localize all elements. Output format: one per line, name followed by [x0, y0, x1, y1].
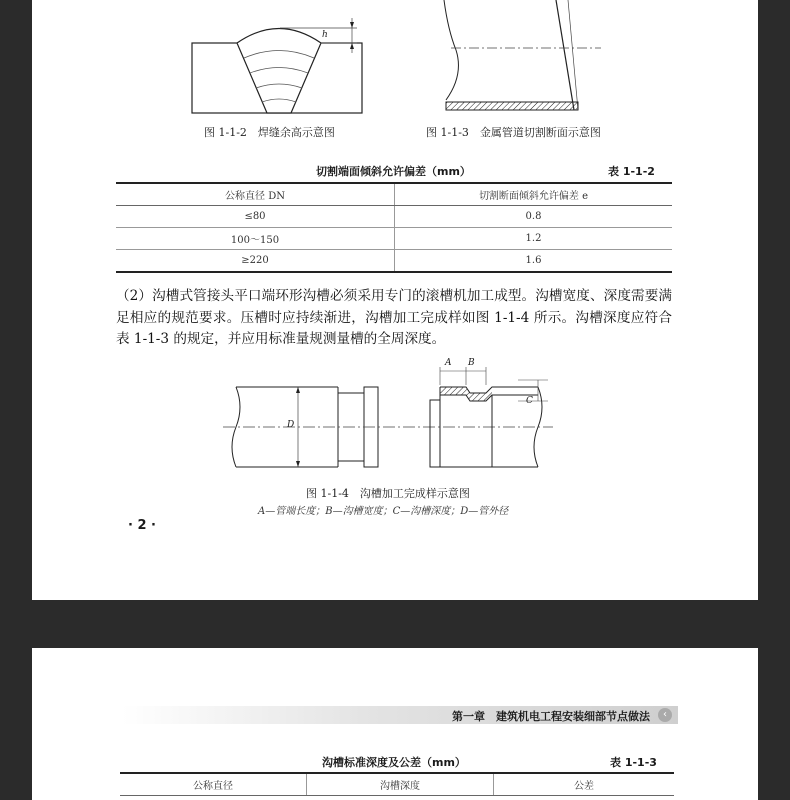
column-header: 公称直径 [120, 773, 307, 796]
table-cell: ≥220 [116, 250, 395, 273]
column-header: 公称直径 DN [116, 183, 395, 206]
body-paragraph: （2）沟槽式管接头平口端环形沟槽必须采用专门的滚槽机加工成型。沟槽宽度、深度需要满足相应的规范要求。压槽时应持续渐进，沟槽加工完成样如图 1-1-4 所示。沟槽深度应符合表 1-1-3 的规定，并应用标准量规测量槽的全周深度。 [116, 288, 672, 347]
groove-processing-figure [218, 355, 558, 480]
table-1-1-2-number: 表 1-1-2 [608, 165, 655, 178]
chapter-header [122, 706, 678, 724]
fig-1-1-4-legend: A—管端长度；B—沟槽宽度；C—沟槽深度；D—管外径 [258, 506, 509, 517]
weld-reinforcement-figure [182, 18, 382, 118]
table-cell: 1.2 [395, 228, 673, 250]
column-header: 公差 [494, 773, 675, 796]
pipe-cut-section-figure [436, 0, 616, 115]
back-arrow-icon: ‹ [658, 708, 672, 722]
table-1-1-2-title: 切割端面倾斜允许偏差（mm） [316, 165, 471, 178]
table-1-1-2 [116, 182, 672, 273]
table-cell: ≤80 [116, 206, 395, 228]
table-header-row [120, 773, 674, 796]
table-1-1-3-title: 沟槽标准深度及公差（mm） [322, 756, 466, 769]
column-header: 切割断面倾斜允许偏差 e [395, 183, 673, 206]
fig-1-1-3-caption: 图 1-1-3 金属管道切割断面示意图 [426, 126, 601, 139]
table-row [116, 206, 672, 228]
page-1 [32, 0, 758, 600]
table-cell: 1.6 [395, 250, 673, 273]
table-header-row [116, 183, 672, 206]
weld-height-label: h [322, 30, 328, 40]
table-row [116, 250, 672, 273]
dimension-label-a: A [445, 358, 452, 368]
dimension-label-d: D [287, 420, 295, 430]
fig-1-1-4-caption: 图 1-1-4 沟槽加工完成样示意图 [306, 487, 470, 500]
table-1-1-3 [120, 772, 674, 796]
page-2 [32, 648, 758, 800]
chapter-title: 第一章 建筑机电工程安装细部节点做法 [452, 710, 650, 723]
page-number: · 2 · [128, 518, 156, 533]
table-1-1-3-number: 表 1-1-3 [610, 756, 657, 769]
dimension-label-b: B [468, 358, 475, 368]
dimension-label-c: C [526, 396, 533, 406]
table-cell: 0.8 [395, 206, 673, 228]
table-row [116, 228, 672, 250]
column-header: 沟槽深度 [307, 773, 494, 796]
table-cell: 100～150 [116, 228, 395, 250]
fig-1-1-2-caption: 图 1-1-2 焊缝余高示意图 [204, 126, 335, 139]
